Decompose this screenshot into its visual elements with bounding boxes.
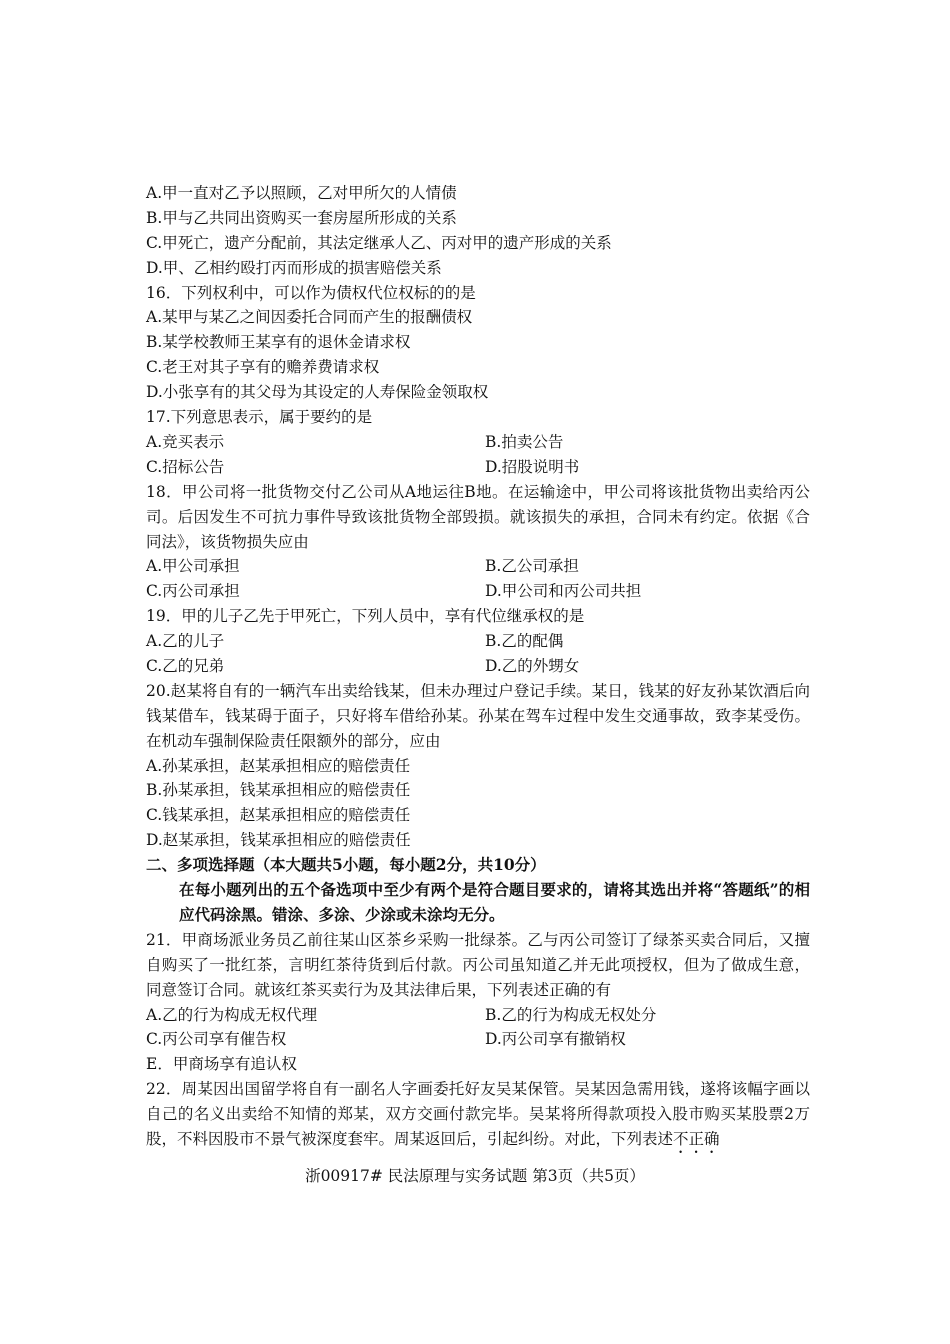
q21-option-c: C.丙公司享有催告权 [146,1030,287,1049]
q19-option-a: A.乙的儿子 [146,632,225,651]
q16-option-b: B.某学校教师王某享有的退休金请求权 [146,333,411,352]
q19-stem: 19．甲的儿子乙先于甲死亡，下列人员中，享有代位继承权的是 [146,607,585,626]
q21-option-d: D.丙公司享有撤销权 [485,1030,626,1049]
q19-options-row-1 [146,629,810,654]
page-footer: 浙00917# 民法原理与实务试题 第3页（共5页） [305,1167,645,1185]
q15-option-d: D.甲、乙相约殴打丙而形成的损害赔偿关系 [146,258,442,277]
q16-option-c: C.老王对其子享有的赡养费请求权 [146,358,380,377]
q17-options-row-2 [146,455,810,480]
q21-option-b: B.乙的行为构成无权处分 [485,1005,657,1024]
q18-options-row-2 [146,579,810,604]
q18-option-d: D.甲公司和丙公司共担 [485,582,642,601]
q22-emphasis: 不正确 [673,1130,720,1149]
q21-options-row-1 [146,1003,810,1028]
q19-option-d: D.乙的外甥女 [485,656,580,675]
q19-option-b: B.乙的配偶 [485,632,564,651]
exam-page [146,181,810,1157]
q21-stem: 21．甲商场派业务员乙前往某山区茶乡采购一批绿茶。乙与丙公司签订了绿茶买卖合同后，又擅自购买了一批红茶，言明红茶待货到后付款。丙公司虽知道乙并无此项授权，但为了做成生意，同意签订合同。就该红茶买卖行为及其法律后果，下列表述正确的有 [146,930,810,999]
q20-option-b: B.孙某承担，钱某承担相应的赔偿责任 [146,781,411,800]
q16-option-d: D.小张享有的其父母为其设定的人寿保险金领取权 [146,383,489,402]
q20-option-a: A.孙某承担，赵某承担相应的赔偿责任 [146,756,411,775]
q21-option-a: A.乙的行为构成无权代理 [146,1005,318,1024]
q22-stem-text: 22．周某因出国留学将自有一副名人字画委托好友吴某保管。吴某因急需用钱，遂将该幅字画以自己的名义出卖给不知情的郑某，双方交画付款完毕。吴某将所得款项投入股市购买某股票2万股，不料因股市不景气被深度套牢。周某返回后，引起纠纷。对此，下列表述 [146,1080,810,1149]
q15-option-b: B.甲与乙共同出资购买一套房屋所形成的关系 [146,208,457,227]
q18-option-a: A.甲公司承担 [146,557,240,576]
q17-option-c: C.招标公告 [146,457,225,476]
q15-option-c: C.甲死亡，遗产分配前，其法定继承人乙、丙对甲的遗产形成的关系 [146,233,612,252]
q17-option-d: D.招股说明书 [485,457,580,476]
q19-option-c: C.乙的兄弟 [146,656,225,675]
q18-option-b: B.乙公司承担 [485,557,579,576]
q21-option-e: E．甲商场享有追认权 [146,1055,297,1074]
q22-stem [146,1077,810,1157]
q16-option-a: A.某甲与某乙之间因委托合同而产生的报酬债权 [146,308,473,327]
q15-option-a: A.甲一直对乙予以照顾，乙对甲所欠的人情债 [146,184,457,202]
section-2-title: 二、多项选择题（本大题共5小题，每小题2分，共10分） [146,855,546,875]
q17-stem: 17.下列意思表示，属于要约的是 [146,408,373,427]
q17-option-a: A.竞买表示 [146,432,225,451]
q19-options-row-2 [146,654,810,679]
q18-stem: 18．甲公司将一批货物交付乙公司从A地运往B地。在运输途中，甲公司将该批货物出卖给丙公司。后因发生不可抗力事件导致该批货物全部毁损。就该损失的承担，合同未有约定。依据《合同法》，该货物损失应由 [146,482,810,551]
q18-option-c: C.丙公司承担 [146,582,240,601]
q16-stem: 16．下列权利中，可以作为债权代位权标的的是 [146,283,476,302]
q20-stem: 20.赵某将自有的一辆汽车出卖给钱某，但未办理过户登记手续。某日，钱某的好友孙某饮酒后向钱某借车，钱某碍于面子，只好将车借给孙某。孙某在驾车过程中发生交通事故，致李某受伤。在机动车强制保险责任限额外的部分，应由 [146,681,810,750]
section-2-instruction: 在每小题列出的五个备选项中至少有两个是符合题目要求的，请将其选出并将“答题纸”的相应代码涂黑。错涂、多涂、少涂或未涂均无分。 [179,880,810,924]
q21-options-row-2 [146,1027,810,1052]
q17-option-b: B.拍卖公告 [485,432,564,451]
q18-options-row-1 [146,554,810,579]
q20-option-d: D.赵某承担，钱某承担相应的赔偿责任 [146,831,411,850]
q17-options-row-1 [146,430,810,455]
q20-option-c: C.钱某承担，赵某承担相应的赔偿责任 [146,806,411,825]
